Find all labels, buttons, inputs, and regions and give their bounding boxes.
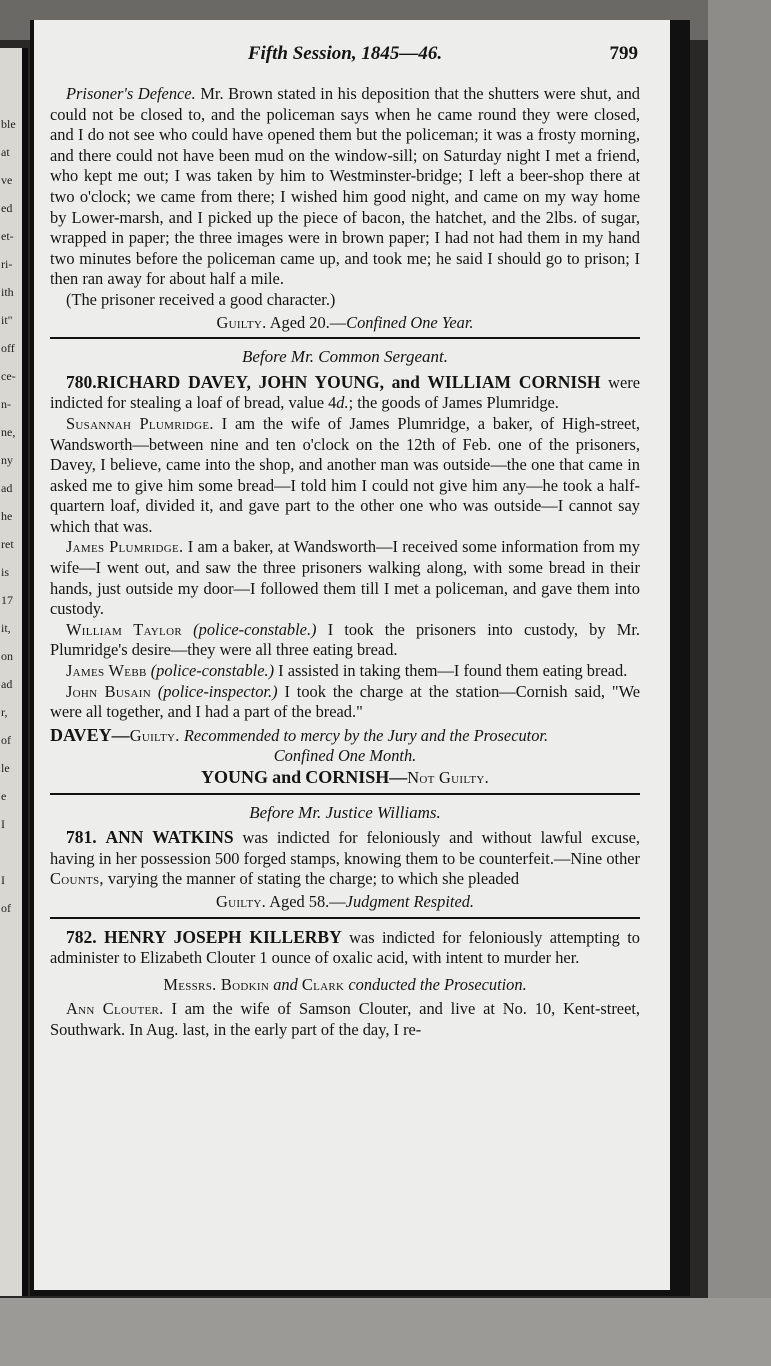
defendant-name: ANN WATKINS — [105, 827, 234, 848]
margin-fragment: le — [1, 761, 10, 775]
margin-fragment: ad — [1, 677, 13, 691]
witness-testimony — [50, 537, 640, 619]
witness-name: Susannah Plumridge. — [66, 413, 214, 433]
witness-name: James Plumridge. — [66, 537, 184, 557]
verdict-word: Guilty. — [216, 312, 267, 332]
section-divider — [50, 337, 640, 339]
margin-fragment: ne, — [1, 425, 16, 439]
facing-page-edge — [0, 48, 28, 1296]
witness-testimony — [50, 682, 640, 723]
section-divider — [50, 793, 640, 795]
page-header — [50, 44, 640, 84]
margin-fragment: et- — [1, 229, 14, 243]
margin-fragment: of — [1, 901, 11, 915]
margin-fragment: ret — [1, 537, 14, 551]
verdict-cornish-name: CORNISH— — [305, 767, 408, 787]
margin-fragment: at — [1, 145, 10, 159]
witness-name: William Taylor — [66, 619, 182, 639]
margin-fragment: off — [1, 341, 15, 355]
verdict-davey-name: DAVEY— — [50, 724, 130, 745]
defence-paragraph — [50, 84, 640, 290]
witness-role: (police-constable.) — [150, 661, 275, 681]
witness-text: I took the charge at the station—Cornish said, "We were all together, and I had a part of the bread." — [50, 681, 640, 722]
margin-fragment: ny — [1, 453, 13, 467]
witness-text: I am the wife of Samson Clouter, and live at No. 10, Kent-street, Southwark. In Aug. last, in the early part of the day, I re- — [50, 999, 640, 1039]
witness-testimony — [50, 661, 640, 682]
witness-testimony — [50, 999, 640, 1040]
indictment-text: were indicted for stealing a loaf of bread, value 4 — [50, 372, 640, 413]
section-divider — [50, 917, 640, 919]
court-heading: Before Mr. Common Sergeant. — [241, 347, 449, 367]
margin-fragment: is — [1, 565, 10, 579]
case-number: 780. — [66, 371, 97, 392]
margin-fragment: ri- — [1, 257, 13, 271]
running-title: Fifth Session, 1845—46. — [247, 43, 443, 64]
witness-text: I assisted in taking them—I found them eating bread. — [278, 661, 628, 681]
verdict-young-name: YOUNG — [200, 767, 268, 787]
defence-label: Prisoner's Defence. — [66, 84, 196, 103]
counsel-line — [50, 975, 640, 996]
case-number: 782. — [66, 926, 97, 947]
margin-fragment: I — [1, 817, 5, 831]
page-number: 799 — [609, 43, 638, 64]
margin-fragment: it" — [1, 313, 13, 327]
verdict-line — [50, 313, 640, 334]
margin-fragment: 17 — [1, 593, 13, 607]
margin-fragment: e — [1, 789, 7, 803]
margin-fragment: I — [1, 873, 5, 887]
verdict-age: Aged 20.— — [269, 312, 347, 332]
indictment-text: was indicted for feloniously attempting to administer to Elizabeth Clouter 1 ounce of oxalic acid, with intent to murder her. — [50, 927, 640, 968]
margin-fragment: ed — [1, 201, 13, 215]
indictment-text: was indicted for feloniously and without lawful excuse, having in her possession 500 forged stamps, knowing them to be counterfeit.—Nine other — [50, 828, 640, 868]
verdict-davey-word: Guilty. — [129, 725, 180, 745]
case-781-paragraph — [50, 827, 640, 890]
verdict-young-cornish — [50, 767, 640, 789]
book-page — [30, 20, 690, 1296]
margin-fragment: ce- — [1, 369, 16, 383]
defendant-last: WILLIAM CORNISH — [427, 371, 601, 392]
counsel-rest: conducted the Prosecution. — [348, 974, 527, 994]
witness-text: I took the prisoners into custody, by Mr. Plumridge's desire—they were all three eating bread. — [50, 619, 640, 660]
character-note: (The prisoner received a good character.) — [66, 289, 336, 309]
counsel-b: Clark — [301, 974, 345, 994]
verdict-and: and — [272, 767, 302, 787]
verdict-word: Guilty. — [215, 891, 266, 911]
case-782-paragraph — [50, 927, 640, 969]
case-number: 781. — [66, 827, 97, 848]
margin-fragment: ad — [1, 481, 13, 495]
verdict-davey-sentence: Confined One Month. — [273, 746, 417, 766]
margin-fragment: it, — [1, 621, 11, 635]
margin-fragment: he — [1, 509, 13, 523]
case-780-intro — [50, 372, 640, 414]
sentence: Judgment Respited. — [345, 891, 475, 911]
counsel-a: Messrs. Bodkin — [163, 974, 270, 994]
witness-name: James Webb — [66, 661, 147, 681]
witness-name: Ann Clouter. — [66, 999, 164, 1019]
defendant-names: RICHARD DAVEY, JOHN YOUNG, — [96, 371, 385, 392]
defence-text: Mr. Brown stated in his deposition that the shutters were shut, and could not be closed to, and the policeman says when he came round they were closed, and I do not see who could have opened them but the policeman; it was a frosty morning, and there could not have been mud on the window-sill; on Saturday night I met a friend, who kept me out; I was taken by him to Westminster-bridge; I left a beer-shop there at two o'clock; we came from there; I wished him good night, and came on my way home by Lower-marsh, and I picked up the piece of bacon, the hatchet, and the 2lbs. of sugar, wrapped in paper; the three images were in brown paper; I had not had them in my hand two minutes before the policeman came up, and took me; he said I should go to prison; I then ran away for about half a mile. — [50, 84, 640, 289]
witness-text: I am the wife of James Plumridge, a baker, of High-street, Wandsworth—between nine and ten o'clock on the 12th of Feb. one of the prisoners, Davey, I believe, came into the shop, and another man was outside—the one that came in asked me to give him some bread—I told him I could not give him any—he took a half-quartern loaf, divided it, and gave part to the other one who was outside—I cannot say which that was. — [50, 413, 640, 536]
indictment-text-end: ; the goods of James Plumridge. — [348, 393, 559, 413]
pence-unit: d. — [336, 393, 349, 413]
margin-fragment: ble — [1, 117, 16, 131]
scan-background-bottom — [0, 1298, 771, 1366]
verdict-davey — [50, 725, 640, 747]
scan-background-right — [708, 0, 771, 1366]
margin-fragment: ith — [1, 285, 14, 299]
verdict-line — [50, 892, 640, 913]
verdict-age: Aged 58.— — [269, 891, 346, 911]
court-heading: Before Mr. Justice Williams. — [249, 802, 441, 822]
margin-fragment: ve — [1, 173, 13, 187]
indictment-text-end: varying the manner of stating the charge; to which she pleaded — [107, 869, 520, 889]
witness-role: (police-inspector.) — [157, 681, 278, 701]
margin-fragment: r, — [1, 705, 8, 719]
page-content — [50, 44, 640, 1041]
witness-name: John Busain — [66, 681, 151, 701]
sentence: Confined One Year. — [346, 312, 474, 332]
defendant-name: HENRY JOSEPH KILLERBY — [104, 926, 342, 947]
margin-fragment: n- — [1, 397, 11, 411]
verdict-davey-recommendation: Recommended to mercy by the Jury and the Prosecutor. — [183, 725, 549, 745]
verdict-not-guilty: Not Guilty. — [407, 768, 490, 787]
defendant-and: and — [391, 371, 420, 392]
margin-fragment: of — [1, 733, 11, 747]
margin-fragment: on — [1, 649, 13, 663]
witness-testimony — [50, 414, 640, 538]
witness-testimony — [50, 620, 640, 661]
counts-word: Counts, — [50, 869, 104, 889]
witness-role: (police-constable.) — [193, 619, 317, 639]
witness-text: I am a baker, at Wandsworth—I received some information from my wife—I went out, and saw the three prisoners walking along, with some bread in their hands, just outside my door—I followed them till I met a policeman, and gave them into custody. — [50, 537, 640, 619]
counsel-and: and — [273, 974, 298, 994]
